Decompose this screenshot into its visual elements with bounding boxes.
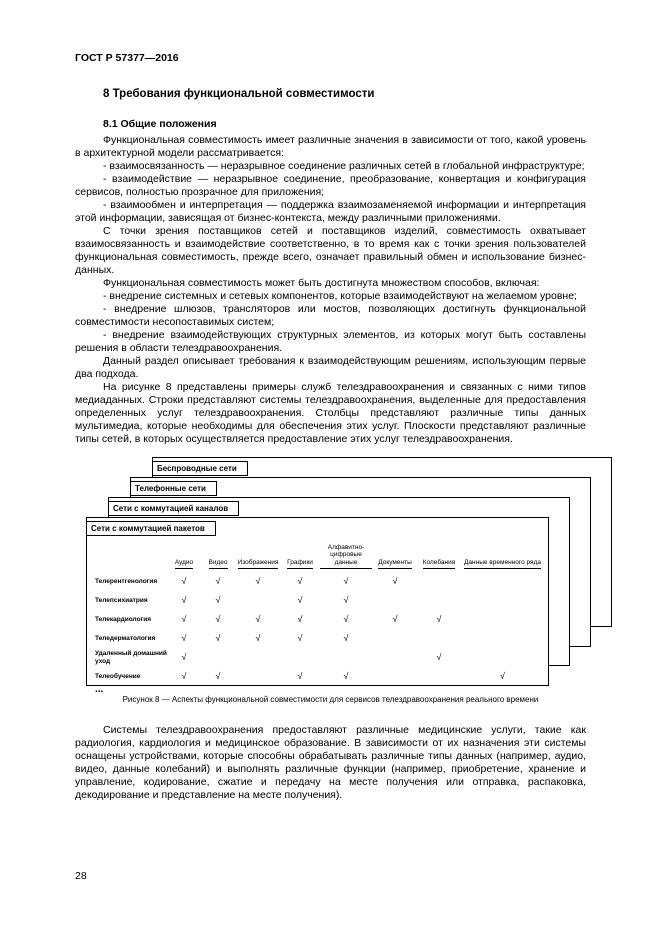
column-header: Изображения	[235, 559, 281, 570]
table-row	[95, 610, 544, 629]
figure-caption: Рисунок 8 — Аспекты функциональной совместимости для сервисов телездравоохранения реального времени	[122, 695, 539, 704]
check-mark: √	[255, 614, 261, 624]
check-mark: √	[500, 671, 505, 681]
check-mark: √	[215, 595, 221, 605]
paragraph: Функциональная совместимость имеет различные значения в зависимости от того, какой уровень в архитектурной модели рассматривается:	[75, 134, 586, 159]
check-mark: √	[297, 614, 303, 624]
services-media-table	[95, 537, 544, 695]
check-mark: √	[392, 614, 398, 624]
check-mark: √	[215, 614, 221, 624]
service-name: Телерентгенология	[95, 577, 158, 585]
column-header: Данные временного ряда	[461, 559, 544, 570]
check-mark: √	[255, 576, 261, 586]
column-header: Алфавитно-цифровые данные	[319, 544, 373, 570]
paragraph: - внедрение шлюзов, трансляторов или мостов, позволяющих достигнуть функциональной совместимости несопоставимых систем;	[75, 303, 586, 328]
check-mark: √	[297, 633, 303, 643]
check-mark: √	[215, 671, 221, 681]
check-mark: √	[181, 633, 187, 643]
check-mark: √	[215, 633, 221, 643]
document-code: ГОСТ Р 57377—2016	[75, 52, 179, 64]
paragraph: - внедрение системных и сетевых компонентов, которые взаимодействуют на желаемом уровне;	[103, 290, 577, 302]
paragraph: - взаимодействие — неразрывное соединение, преобразование, конвертация и конфигурация сервисов, полностью прозрачное для приложения;	[75, 173, 586, 198]
table-row	[95, 648, 544, 667]
table-header-row	[95, 537, 544, 569]
check-mark: √	[297, 576, 303, 586]
paragraph: Данный раздел описывает требования к взаимодействующим решениям, использующим первые два подхода.	[75, 355, 586, 380]
check-mark: √	[215, 576, 221, 586]
paragraph: - взаимосвязанность — неразрывное соединение различных сетей в глобальной инфраструктуре;	[103, 160, 585, 172]
check-mark: √	[343, 576, 349, 586]
closing-paragraph: Системы телездравоохранения предоставляют различные медицинские услуги, такие как радиология, кардиология и медицинское образование. В зависимости от их назначения эти системы оснащены устройствами, которые способны обрабатывать различные типы данных (например, аудио, видео, данные колебаний) и выполнять различные функции (например, приобретение, хранение и управление, кодирование, сжатие и передачу на месте получения или отправка, распаковка, декодирование и представление на месте получения).	[75, 724, 586, 801]
table-ellipsis: ...	[95, 684, 104, 695]
check-mark: √	[181, 671, 187, 681]
service-name: Телеобучение	[95, 672, 141, 680]
column-header: Аудио	[167, 559, 201, 570]
check-mark: √	[343, 671, 349, 681]
check-mark: √	[343, 614, 349, 624]
paragraph: С точки зрения поставщиков сетей и поставщиков изделий, совместимость охватывает взаимосвязанность и взаимодействие соответственно, в то время как с точки зрения пользователей функциональная совместимость, прежде всего, означает правильный обмен и использование бизнес-данных.	[75, 225, 586, 276]
service-name: Удаленный домашний уход	[95, 650, 167, 665]
paragraph: - взаимообмен и интерпретация — поддержка взаимозаменяемой информации и интерпретация этой информации, зависящая от бизнес-контекста, между различными приложениями.	[75, 199, 586, 224]
check-mark: √	[181, 576, 187, 586]
table-row	[95, 629, 544, 648]
table-row	[95, 572, 544, 591]
check-mark: √	[297, 595, 303, 605]
paragraph: На рисунке 8 представлены примеры служб телездравоохранения и связанных с ними типов медиаданных. Строки представляют системы телездравоохранения, выделенные для предоставления определенных услуг телездравоохранения. Столбцы представляют различные типы данных мультимедиа, которые необходимы для обеспечения этих услуг. Плоскости представляют различные типы сетей, в которых осуществляется предоставление этих услуг телездравоохранения.	[75, 381, 586, 445]
check-mark: √	[181, 614, 187, 624]
plane-label: Беспроводные сети	[152, 461, 248, 476]
check-mark: √	[297, 671, 303, 681]
check-mark: √	[255, 633, 261, 643]
service-name: Теледерматология	[95, 634, 156, 642]
service-name: Телепсихиатрия	[95, 596, 148, 604]
check-mark: √	[181, 652, 187, 662]
check-mark: √	[343, 595, 349, 605]
subsection-title: 8.1 Общие положения	[103, 118, 217, 130]
check-mark: √	[343, 633, 349, 643]
page-number: 28	[75, 870, 87, 882]
plane-label: Сети с коммутацией пакетов	[86, 521, 216, 536]
plane-label: Сети с коммутацией каналов	[108, 501, 239, 516]
column-header: Графики	[281, 559, 319, 570]
table-row	[95, 591, 544, 610]
column-header: Колебания	[417, 559, 461, 570]
service-name: Телекардиология	[95, 615, 152, 623]
network-plane-packet-switched	[86, 517, 549, 695]
check-mark: √	[181, 595, 187, 605]
table-row	[95, 667, 544, 686]
check-mark: √	[392, 576, 398, 586]
check-mark: √	[436, 652, 442, 662]
figure-8-diagram	[75, 454, 615, 695]
plane-label: Телефонные сети	[130, 481, 217, 496]
column-header: Видео	[201, 559, 235, 570]
paragraph: Функциональная совместимость может быть достигнута множеством способов, включая:	[103, 277, 540, 289]
column-header: Документы	[373, 559, 417, 570]
section-title: 8 Требования функциональной совместимости	[103, 88, 375, 100]
paragraph: - внедрение взаимодействующих структурных элементов, из которых могут быть составлены решения в области телездравоохранения.	[75, 329, 586, 354]
check-mark: √	[436, 614, 442, 624]
